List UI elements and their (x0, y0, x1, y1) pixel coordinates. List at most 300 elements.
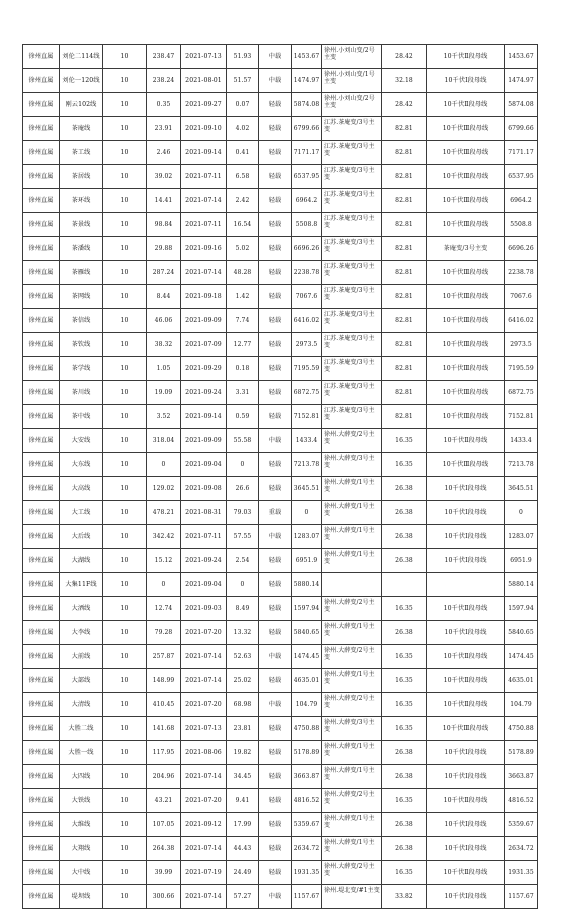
busbar-cell: 10千伏Ⅰ段母线 (427, 477, 505, 501)
load-status-cell: 轻载 (259, 93, 292, 117)
table-row (23, 885, 538, 909)
current-cell: 14.41 (147, 189, 181, 213)
load-rate-cell: 19.82 (227, 741, 259, 765)
substation-cell: 徐州.大薛变/2号主变 (322, 597, 382, 621)
substation-cell: 徐州.小刘山变/1号主变 (322, 69, 382, 93)
substation-cell: 江苏.茶庵变/3号主变 (322, 237, 382, 261)
date-cell: 2021-09-14 (181, 141, 227, 165)
load-status-cell: 中载 (259, 525, 292, 549)
load-status-cell: 轻载 (259, 189, 292, 213)
region-cell: 徐州直属 (23, 501, 60, 525)
transformer-load-cell: 33.82 (382, 885, 427, 909)
margin-cell: 5359.67 (505, 813, 538, 837)
load-rate-cell: 4.02 (227, 117, 259, 141)
busbar-cell: 10千伏Ⅲ段母线 (427, 285, 505, 309)
transformer-load-cell: 82.81 (382, 405, 427, 429)
table-row (23, 285, 538, 309)
region-cell: 徐州直属 (23, 813, 60, 837)
voltage-cell: 10 (103, 309, 147, 333)
date-cell: 2021-09-27 (181, 93, 227, 117)
capacity-cell: 6872.75 (292, 381, 322, 405)
line-name-cell: 茶潘线 (60, 237, 103, 261)
transformer-load-cell: 82.81 (382, 141, 427, 165)
substation-cell: 徐州.大薛变/1号主变 (322, 477, 382, 501)
busbar-cell: 10千伏Ⅱ段母线 (427, 669, 505, 693)
capacity-cell: 2238.78 (292, 261, 322, 285)
margin-cell: 6799.66 (505, 117, 538, 141)
busbar-cell: 10千伏Ⅲ段母线 (427, 261, 505, 285)
current-cell: 238.47 (147, 45, 181, 69)
busbar-cell: 10千伏Ⅲ段母线 (427, 405, 505, 429)
load-status-cell: 轻载 (259, 285, 292, 309)
load-rate-cell: 12.77 (227, 333, 259, 357)
margin-cell: 1433.4 (505, 429, 538, 453)
substation-cell: 徐州.大薛变/1号主变 (322, 621, 382, 645)
line-name-cell: 大东线 (60, 453, 103, 477)
load-rate-cell: 9.41 (227, 789, 259, 813)
date-cell: 2021-07-19 (181, 861, 227, 885)
current-cell: 3.52 (147, 405, 181, 429)
current-cell: 318.04 (147, 429, 181, 453)
margin-cell: 5178.89 (505, 741, 538, 765)
busbar-cell: 10千伏Ⅲ段母线 (427, 309, 505, 333)
voltage-cell: 10 (103, 693, 147, 717)
capacity-cell: 1453.67 (292, 45, 322, 69)
substation-cell: 江苏.茶庵变/3号主变 (322, 405, 382, 429)
voltage-cell: 10 (103, 213, 147, 237)
margin-cell: 5840.65 (505, 621, 538, 645)
current-cell: 19.09 (147, 381, 181, 405)
spreadsheet-page (22, 44, 538, 909)
table-row (23, 237, 538, 261)
substation-cell: 徐州.大薛变/1号主变 (322, 525, 382, 549)
date-cell: 2021-09-14 (181, 405, 227, 429)
date-cell: 2021-09-09 (181, 429, 227, 453)
load-rate-cell: 0 (227, 573, 259, 597)
current-cell: 117.95 (147, 741, 181, 765)
current-cell: 43.21 (147, 789, 181, 813)
table-row (23, 789, 538, 813)
voltage-cell: 10 (103, 165, 147, 189)
region-cell: 徐州直属 (23, 141, 60, 165)
line-name-cell: 大高线 (60, 477, 103, 501)
capacity-cell: 6696.26 (292, 237, 322, 261)
busbar-cell: 10千伏Ⅰ段母线 (427, 549, 505, 573)
substation-cell: 徐州.大薛变/2号主变 (322, 789, 382, 813)
substation-cell: 江苏.茶庵变/3号主变 (322, 141, 382, 165)
transformer-load-cell: 26.38 (382, 549, 427, 573)
load-rate-cell: 0.18 (227, 357, 259, 381)
margin-cell: 2973.5 (505, 333, 538, 357)
voltage-cell: 10 (103, 141, 147, 165)
current-cell: 287.24 (147, 261, 181, 285)
load-rate-cell: 44.43 (227, 837, 259, 861)
capacity-cell: 1157.67 (292, 885, 322, 909)
capacity-cell: 2634.72 (292, 837, 322, 861)
table-row (23, 381, 538, 405)
busbar-cell: 10千伏Ⅲ段母线 (427, 189, 505, 213)
transformer-load-cell: 16.35 (382, 789, 427, 813)
busbar-cell: 10千伏Ⅰ段母线 (427, 885, 505, 909)
margin-cell: 2238.78 (505, 261, 538, 285)
table-row (23, 261, 538, 285)
region-cell: 徐州直属 (23, 765, 60, 789)
load-status-cell: 轻载 (259, 213, 292, 237)
transformer-load-cell: 82.81 (382, 117, 427, 141)
line-name-cell: 大清线 (60, 693, 103, 717)
margin-cell: 1474.45 (505, 645, 538, 669)
load-status-cell: 轻载 (259, 117, 292, 141)
table-row (23, 741, 538, 765)
substation-cell: 徐州.大薛变/1号主变 (322, 501, 382, 525)
substation-cell: 江苏.茶庵变/3号主变 (322, 333, 382, 357)
substation-cell: 江苏.茶庵变/3号主变 (322, 381, 382, 405)
margin-cell: 5508.8 (505, 213, 538, 237)
margin-cell: 1157.67 (505, 885, 538, 909)
line-name-cell: 大前线 (60, 645, 103, 669)
current-cell: 0.35 (147, 93, 181, 117)
load-status-cell: 轻载 (259, 309, 292, 333)
region-cell: 徐州直属 (23, 861, 60, 885)
date-cell: 2021-09-24 (181, 549, 227, 573)
date-cell: 2021-09-24 (181, 381, 227, 405)
table-row (23, 477, 538, 501)
substation-cell: 徐州.大薛变/2号主变 (322, 429, 382, 453)
load-rate-cell: 52.63 (227, 645, 259, 669)
region-cell: 徐州直属 (23, 213, 60, 237)
substation-cell: 江苏.茶庵变/3号主变 (322, 285, 382, 309)
voltage-cell: 10 (103, 765, 147, 789)
table-row (23, 93, 538, 117)
table-row (23, 405, 538, 429)
capacity-cell: 5880.14 (292, 573, 322, 597)
date-cell: 2021-07-11 (181, 165, 227, 189)
substation-cell: 徐州.大薛变/2号主变 (322, 861, 382, 885)
region-cell: 徐州直属 (23, 165, 60, 189)
capacity-cell: 1283.07 (292, 525, 322, 549)
load-status-cell: 中载 (259, 69, 292, 93)
transformer-load-cell: 16.35 (382, 597, 427, 621)
table-row (23, 429, 538, 453)
table-row (23, 813, 538, 837)
region-cell: 徐州直属 (23, 573, 60, 597)
region-cell: 徐州直属 (23, 357, 60, 381)
substation-cell: 徐州.大薛变/1号主变 (322, 549, 382, 573)
line-name-cell: 大部线 (60, 669, 103, 693)
table-row (23, 141, 538, 165)
transformer-load-cell: 16.35 (382, 717, 427, 741)
region-cell: 徐州直属 (23, 453, 60, 477)
voltage-cell: 10 (103, 45, 147, 69)
busbar-cell: 10千伏Ⅰ段母线 (427, 837, 505, 861)
date-cell: 2021-07-14 (181, 189, 227, 213)
transformer-load-cell: 82.81 (382, 237, 427, 261)
line-name-cell: 大四线 (60, 765, 103, 789)
capacity-cell: 2973.5 (292, 333, 322, 357)
current-cell: 204.96 (147, 765, 181, 789)
transformer-load-cell: 16.35 (382, 645, 427, 669)
margin-cell: 1283.07 (505, 525, 538, 549)
line-name-cell: 大后线 (60, 525, 103, 549)
table-row (23, 693, 538, 717)
capacity-cell: 5840.65 (292, 621, 322, 645)
margin-cell: 1597.94 (505, 597, 538, 621)
load-status-cell: 轻载 (259, 717, 292, 741)
region-cell: 徐州直属 (23, 693, 60, 717)
load-rate-cell: 24.49 (227, 861, 259, 885)
busbar-cell: 10千伏Ⅱ段母线 (427, 429, 505, 453)
substation-cell: 徐州.堤北变/#1主变 (322, 885, 382, 909)
line-name-cell: 茶工线 (60, 141, 103, 165)
busbar-cell: 10千伏Ⅲ段母线 (427, 141, 505, 165)
voltage-cell: 10 (103, 549, 147, 573)
load-rate-cell: 25.02 (227, 669, 259, 693)
capacity-cell: 6964.2 (292, 189, 322, 213)
capacity-cell: 7171.17 (292, 141, 322, 165)
current-cell: 148.99 (147, 669, 181, 693)
line-name-cell: 刚云102线 (60, 93, 103, 117)
load-rate-cell: 1.42 (227, 285, 259, 309)
region-cell: 徐州直属 (23, 645, 60, 669)
region-cell: 徐州直属 (23, 597, 60, 621)
transformer-load-cell: 82.81 (382, 213, 427, 237)
voltage-cell: 10 (103, 885, 147, 909)
load-status-cell: 轻载 (259, 261, 292, 285)
line-name-cell: 茶景线 (60, 213, 103, 237)
current-cell: 264.38 (147, 837, 181, 861)
region-cell: 徐州直属 (23, 837, 60, 861)
load-status-cell: 重载 (259, 501, 292, 525)
capacity-cell: 0 (292, 501, 322, 525)
load-rate-cell: 6.58 (227, 165, 259, 189)
load-status-cell: 轻载 (259, 573, 292, 597)
line-name-cell: 茶信线 (60, 309, 103, 333)
load-status-cell: 轻载 (259, 381, 292, 405)
margin-cell: 7067.6 (505, 285, 538, 309)
date-cell: 2021-07-14 (181, 837, 227, 861)
date-cell: 2021-07-14 (181, 645, 227, 669)
transformer-load-cell: 26.38 (382, 525, 427, 549)
load-status-cell: 轻载 (259, 765, 292, 789)
margin-cell: 4750.88 (505, 717, 538, 741)
capacity-cell: 4816.52 (292, 789, 322, 813)
line-name-cell: 茶庵线 (60, 117, 103, 141)
load-rate-cell: 8.49 (227, 597, 259, 621)
capacity-cell: 4750.88 (292, 717, 322, 741)
voltage-cell: 10 (103, 741, 147, 765)
region-cell: 徐州直属 (23, 669, 60, 693)
transformer-load-cell: 28.42 (382, 93, 427, 117)
region-cell: 徐州直属 (23, 45, 60, 69)
date-cell: 2021-08-06 (181, 741, 227, 765)
table-row (23, 549, 538, 573)
load-rate-cell: 5.02 (227, 237, 259, 261)
date-cell: 2021-09-03 (181, 597, 227, 621)
current-cell: 29.88 (147, 237, 181, 261)
load-rate-cell: 26.6 (227, 477, 259, 501)
region-cell: 徐州直属 (23, 309, 60, 333)
busbar-cell: 10千伏Ⅱ段母线 (427, 789, 505, 813)
date-cell: 2021-09-29 (181, 357, 227, 381)
load-status-cell: 轻载 (259, 237, 292, 261)
load-status-cell: 轻载 (259, 477, 292, 501)
voltage-cell: 10 (103, 357, 147, 381)
margin-cell: 104.79 (505, 693, 538, 717)
transformer-load-cell: 28.42 (382, 45, 427, 69)
transformer-load-cell (382, 573, 427, 597)
line-name-cell: 大胜一线 (60, 741, 103, 765)
voltage-cell: 10 (103, 621, 147, 645)
line-name-cell: 大集11F线 (60, 573, 103, 597)
voltage-cell: 10 (103, 189, 147, 213)
substation-cell: 徐州.大薛变/3号主变 (322, 717, 382, 741)
date-cell: 2021-09-16 (181, 237, 227, 261)
margin-cell: 1931.35 (505, 861, 538, 885)
load-status-cell: 中载 (259, 429, 292, 453)
load-rate-cell: 17.99 (227, 813, 259, 837)
line-name-cell: 茶川线 (60, 381, 103, 405)
line-name-cell: 大翔线 (60, 837, 103, 861)
capacity-cell: 5359.67 (292, 813, 322, 837)
capacity-cell: 1474.45 (292, 645, 322, 669)
table-row (23, 45, 538, 69)
load-rate-cell: 13.32 (227, 621, 259, 645)
current-cell: 79.28 (147, 621, 181, 645)
transformer-load-cell: 16.35 (382, 669, 427, 693)
load-status-cell: 轻载 (259, 621, 292, 645)
current-cell: 342.42 (147, 525, 181, 549)
voltage-cell: 10 (103, 501, 147, 525)
current-cell: 2.46 (147, 141, 181, 165)
current-cell: 8.44 (147, 285, 181, 309)
voltage-cell: 10 (103, 405, 147, 429)
line-name-cell: 大安线 (60, 429, 103, 453)
current-cell: 38.32 (147, 333, 181, 357)
current-cell: 238.24 (147, 69, 181, 93)
substation-cell: 江苏.茶庵变/3号主变 (322, 117, 382, 141)
margin-cell: 3645.51 (505, 477, 538, 501)
region-cell: 徐州直属 (23, 789, 60, 813)
load-rate-cell: 68.98 (227, 693, 259, 717)
load-status-cell: 轻载 (259, 453, 292, 477)
voltage-cell: 10 (103, 453, 147, 477)
table-row (23, 213, 538, 237)
date-cell: 2021-07-14 (181, 261, 227, 285)
region-cell: 徐州直属 (23, 525, 60, 549)
substation-cell: 徐州.大薛变/2号主变 (322, 645, 382, 669)
date-cell: 2021-08-01 (181, 69, 227, 93)
line-name-cell: 茶环线 (60, 189, 103, 213)
region-cell: 徐州直属 (23, 405, 60, 429)
region-cell: 徐州直属 (23, 429, 60, 453)
current-cell: 46.06 (147, 309, 181, 333)
margin-cell: 6537.95 (505, 165, 538, 189)
region-cell: 徐州直属 (23, 741, 60, 765)
date-cell: 2021-09-18 (181, 285, 227, 309)
transformer-load-cell: 82.81 (382, 381, 427, 405)
date-cell: 2021-09-09 (181, 309, 227, 333)
load-status-cell: 轻载 (259, 597, 292, 621)
line-name-cell: 茶学线 (60, 357, 103, 381)
busbar-cell: 10千伏Ⅱ段母线 (427, 693, 505, 717)
capacity-cell: 6537.95 (292, 165, 322, 189)
line-name-cell: 刘伦一120线 (60, 69, 103, 93)
load-rate-cell: 51.93 (227, 45, 259, 69)
busbar-cell: 10千伏Ⅲ段母线 (427, 717, 505, 741)
line-name-cell: 茶网线 (60, 285, 103, 309)
substation-cell: 江苏.茶庵变/3号主变 (322, 213, 382, 237)
transformer-load-cell: 16.35 (382, 861, 427, 885)
load-status-cell: 轻载 (259, 333, 292, 357)
busbar-cell: 10千伏Ⅰ段母线 (427, 525, 505, 549)
voltage-cell: 10 (103, 861, 147, 885)
table-row (23, 357, 538, 381)
current-cell: 39.99 (147, 861, 181, 885)
capacity-cell: 4635.01 (292, 669, 322, 693)
load-status-cell: 中载 (259, 45, 292, 69)
voltage-cell: 10 (103, 477, 147, 501)
table-row (23, 189, 538, 213)
busbar-cell: 10千伏Ⅰ段母线 (427, 621, 505, 645)
transformer-load-cell: 82.81 (382, 357, 427, 381)
load-status-cell: 中载 (259, 645, 292, 669)
load-status-cell: 轻载 (259, 789, 292, 813)
region-cell: 徐州直属 (23, 261, 60, 285)
busbar-cell: 10千伏Ⅰ段母线 (427, 69, 505, 93)
date-cell: 2021-09-04 (181, 573, 227, 597)
substation-cell: 徐州.大薛变/1号主变 (322, 669, 382, 693)
table-row (23, 309, 538, 333)
load-rate-cell: 2.54 (227, 549, 259, 573)
margin-cell: 6951.9 (505, 549, 538, 573)
substation-cell: 徐州.小刘山变/2号主变 (322, 93, 382, 117)
margin-cell: 4635.01 (505, 669, 538, 693)
load-rate-cell: 7.74 (227, 309, 259, 333)
voltage-cell: 10 (103, 573, 147, 597)
substation-cell: 徐州.大薛变/2号主变 (322, 693, 382, 717)
load-status-cell: 轻载 (259, 669, 292, 693)
transformer-load-cell: 26.38 (382, 837, 427, 861)
substation-cell: 徐州.小刘山变/2号主变 (322, 45, 382, 69)
voltage-cell: 10 (103, 597, 147, 621)
date-cell: 2021-07-14 (181, 885, 227, 909)
load-status-cell: 轻载 (259, 165, 292, 189)
transformer-load-cell: 32.18 (382, 69, 427, 93)
busbar-cell: 10千伏Ⅰ段母线 (427, 741, 505, 765)
substation-cell: 江苏.茶庵变/3号主变 (322, 261, 382, 285)
load-rate-cell: 16.54 (227, 213, 259, 237)
current-cell: 257.87 (147, 645, 181, 669)
capacity-cell: 7213.78 (292, 453, 322, 477)
transformer-load-cell: 26.38 (382, 501, 427, 525)
current-cell: 0 (147, 453, 181, 477)
date-cell: 2021-07-13 (181, 45, 227, 69)
substation-cell: 江苏.茶庵变/3号主变 (322, 189, 382, 213)
transformer-load-cell: 82.81 (382, 309, 427, 333)
voltage-cell: 10 (103, 381, 147, 405)
load-rate-cell: 2.42 (227, 189, 259, 213)
load-status-cell: 轻载 (259, 741, 292, 765)
substation-cell: 江苏.茶庵变/3号主变 (322, 309, 382, 333)
busbar-cell: 10千伏Ⅰ段母线 (427, 765, 505, 789)
table-row (23, 117, 538, 141)
transformer-load-cell: 82.81 (382, 189, 427, 213)
transformer-load-cell: 82.81 (382, 285, 427, 309)
capacity-cell: 5508.8 (292, 213, 322, 237)
load-rate-cell: 0.41 (227, 141, 259, 165)
capacity-cell: 1931.35 (292, 861, 322, 885)
margin-cell: 7152.81 (505, 405, 538, 429)
